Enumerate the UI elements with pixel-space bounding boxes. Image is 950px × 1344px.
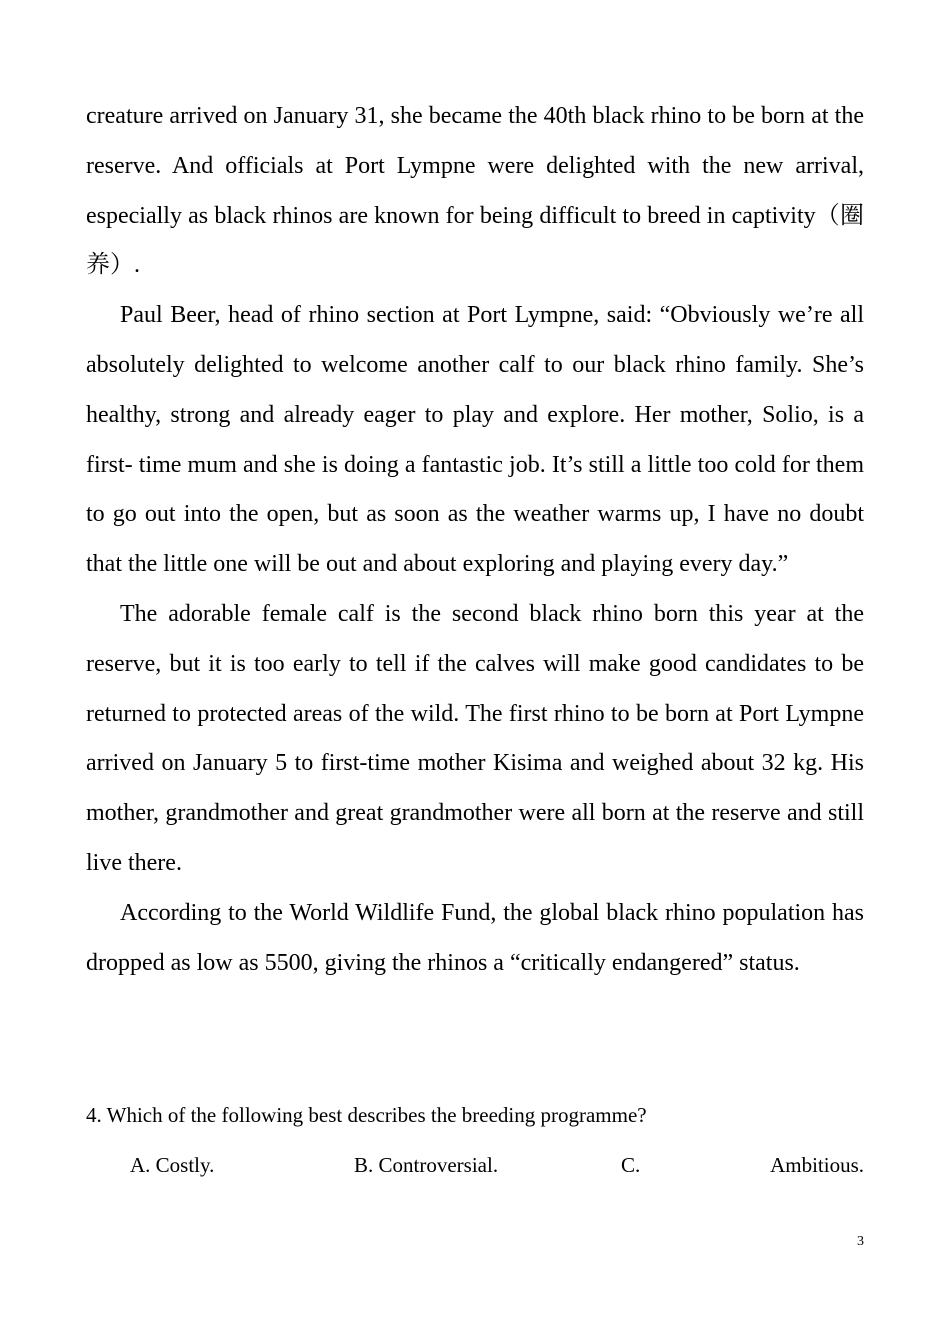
- paragraph-2: Paul Beer, head of rhino section at Port Lympne, said: “Obviously we’re all absolutely delighted to welcome another calf to our black rhino family. She’s healthy, strong and already eager to play and explore. Her mother, Solio, is a first- time mum and she is doing a fantastic job. It’s still a little too cold for them to go out into the open, but as soon as the weather warms up, I have no doubt that the little one will be out and about exploring and playing every day.”: [86, 302, 864, 578]
- option-c-text: Ambitious.: [770, 1153, 864, 1177]
- option-a: A. Costly.: [130, 1153, 215, 1177]
- option-c: C.: [621, 1153, 641, 1177]
- paragraph-1: creature arrived on January 31, she became the 40th black rhino to be born at the reserve. And officials at Port Lympne were delighted with the new arrival, especially as black rhinos are known for being difficult to breed in captivity（圈养）.: [86, 103, 864, 279]
- paragraph-3: The adorable female calf is the second black rhino born this year at the reserve, but it is too early to tell if the calves will make good candidates to be returned to protected areas of the wild. The first rhino to be born at Port Lympne arrived on January 5 to first-time mother Kisima and weighed about 32 kg. His mother, grandmother and great grandmother were all born at the reserve and still live there.: [86, 600, 864, 876]
- page-number: 3: [857, 1234, 864, 1249]
- reading-passage: [86, 92, 864, 988]
- question-4-stem: 4. Which of the following best describes the breeding programme?: [86, 1103, 647, 1127]
- question-4-options: [130, 1150, 864, 1182]
- paragraph-4: According to the World Wildlife Fund, the global black rhino population has dropped as low as 5500, giving the rhinos a “critically endangered” status.: [86, 899, 864, 976]
- option-b: B. Controversial.: [354, 1153, 499, 1177]
